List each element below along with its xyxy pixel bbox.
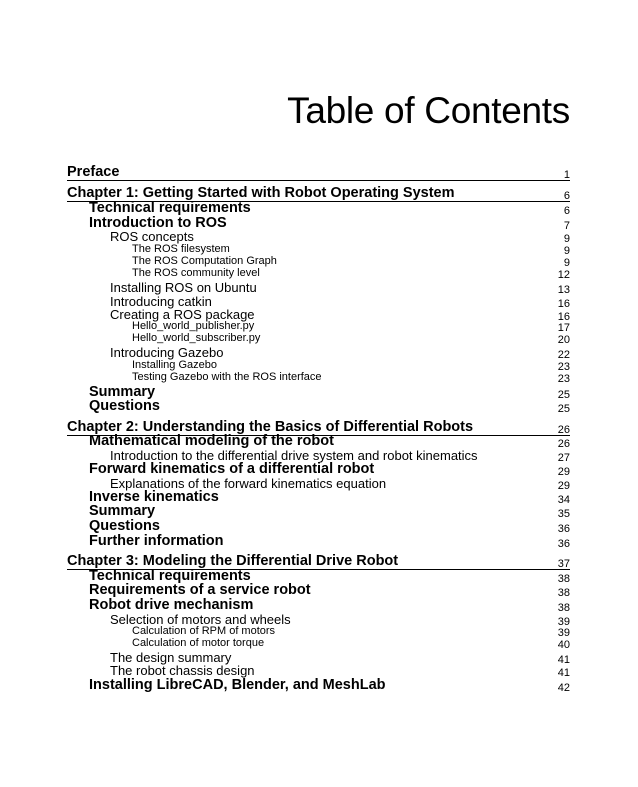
toc-entry-title: The ROS Computation Graph: [132, 255, 277, 267]
toc-entry-page: 38: [557, 573, 570, 585]
toc-entry-title: Calculation of motor torque: [132, 637, 265, 649]
toc-entry-title: The ROS filesystem: [132, 243, 230, 255]
toc-entry[interactable]: [0, 677, 638, 695]
toc-entry-page: 42: [557, 682, 570, 694]
toc-entry-title: The robot chassis design: [110, 663, 255, 678]
toc-entry-page: 1: [563, 169, 570, 181]
toc-entry-page: 34: [557, 494, 570, 506]
toc-entry-page: 9: [563, 257, 570, 269]
toc-entry-page: 25: [557, 389, 570, 401]
toc-title: Table of Contents: [287, 90, 570, 131]
toc-entry-title: Summary: [89, 503, 156, 519]
toc-entry-title: Introduction to ROS: [89, 215, 227, 231]
toc-entry-page: 9: [563, 233, 570, 245]
toc-entry-title: Technical requirements: [89, 200, 251, 216]
toc-entry-page: 35: [557, 508, 570, 520]
toc-entry-title: Chapter 3: Modeling the Differential Drive Robot: [67, 553, 399, 569]
toc-entry-title: Selection of motors and wheels: [110, 612, 291, 627]
toc-entry-title: Questions: [89, 518, 160, 534]
toc-entry-title: Summary: [89, 384, 156, 400]
toc-entry-page: 38: [557, 602, 570, 614]
toc-entry-page: 41: [557, 654, 570, 666]
toc-entry-page: 23: [557, 361, 570, 373]
toc-entry-page: 26: [557, 424, 570, 436]
toc-entry-title: Chapter 2: Understanding the Basics of Differential Robots: [67, 419, 474, 435]
toc-entry-page: 16: [557, 298, 570, 310]
toc-entry-title: Calculation of RPM of motors: [132, 625, 276, 637]
toc-entry-title: Testing Gazebo with the ROS interface: [132, 371, 322, 383]
toc-entry-title: Robot drive mechanism: [89, 597, 254, 613]
toc-entry-page: 16: [557, 311, 570, 323]
toc-entry-page: 9: [563, 245, 570, 257]
toc-entry-title: Inverse kinematics: [89, 489, 219, 505]
toc-entry-title: The ROS community level: [132, 267, 260, 279]
toc-entry-title: Hello_world_subscriber.py: [132, 332, 261, 344]
toc-entry-title: Requirements of a service robot: [89, 582, 311, 598]
toc-entry-page: 20: [557, 334, 570, 346]
toc-entry-page: 29: [557, 466, 570, 478]
toc-entry-title: Hello_world_publisher.py: [132, 320, 255, 332]
toc-entry-page: 39: [557, 627, 570, 639]
toc-entry-page: 37: [557, 558, 570, 570]
chapter-divider: [67, 180, 570, 181]
toc-entry-page: 7: [563, 220, 570, 232]
toc-entry-page: 22: [557, 349, 570, 361]
toc-entry-page: 25: [557, 403, 570, 415]
toc-entry-page: 41: [557, 667, 570, 679]
toc-entry-page: 39: [557, 616, 570, 628]
toc-entry[interactable]: [0, 533, 638, 551]
toc-entry-title: Introduction to the differential drive system and robot kinematics: [110, 448, 478, 463]
toc-entry-page: 17: [557, 322, 570, 334]
toc-entry-page: 12: [557, 269, 570, 281]
toc-entry-title: Installing LibreCAD, Blender, and MeshLab: [89, 677, 386, 693]
toc-entry-title: Forward kinematics of a differential robot: [89, 461, 375, 477]
toc-entry-title: Mathematical modeling of the robot: [89, 433, 334, 449]
toc-entry-page: 36: [557, 538, 570, 550]
toc-entry-title: Introducing catkin: [110, 294, 212, 309]
toc-entry-title: Introducing Gazebo: [110, 345, 224, 360]
toc-entry-title: The design summary: [110, 650, 232, 665]
toc-entry-title: Creating a ROS package: [110, 307, 255, 322]
toc-entry-title: Further information: [89, 533, 224, 549]
toc-entry-page: 36: [557, 523, 570, 535]
toc-entry-page: 6: [563, 205, 570, 217]
toc-entry-title: Questions: [89, 398, 160, 414]
toc-entry-title: Installing Gazebo: [132, 359, 217, 371]
toc-entry-title: Chapter 1: Getting Started with Robot Operating System: [67, 185, 455, 201]
toc-entry-title: Preface: [67, 164, 120, 180]
toc-entry[interactable]: [0, 398, 638, 416]
toc-entry-page: 13: [557, 284, 570, 296]
toc-entry-page: 23: [557, 373, 570, 385]
toc-entry-page: 29: [557, 480, 570, 492]
toc-entry-title: Installing ROS on Ubuntu: [110, 280, 257, 295]
toc-entry-title: Technical requirements: [89, 568, 251, 584]
toc-entry-title: ROS concepts: [110, 229, 194, 244]
toc-entry-page: 40: [557, 639, 570, 651]
toc-entry-page: 26: [557, 438, 570, 450]
toc-entry-page: 6: [563, 190, 570, 202]
toc-entry-page: 38: [557, 587, 570, 599]
toc-entry-page: 27: [557, 452, 570, 464]
toc-entry-title: Explanations of the forward kinematics equation: [110, 476, 387, 491]
